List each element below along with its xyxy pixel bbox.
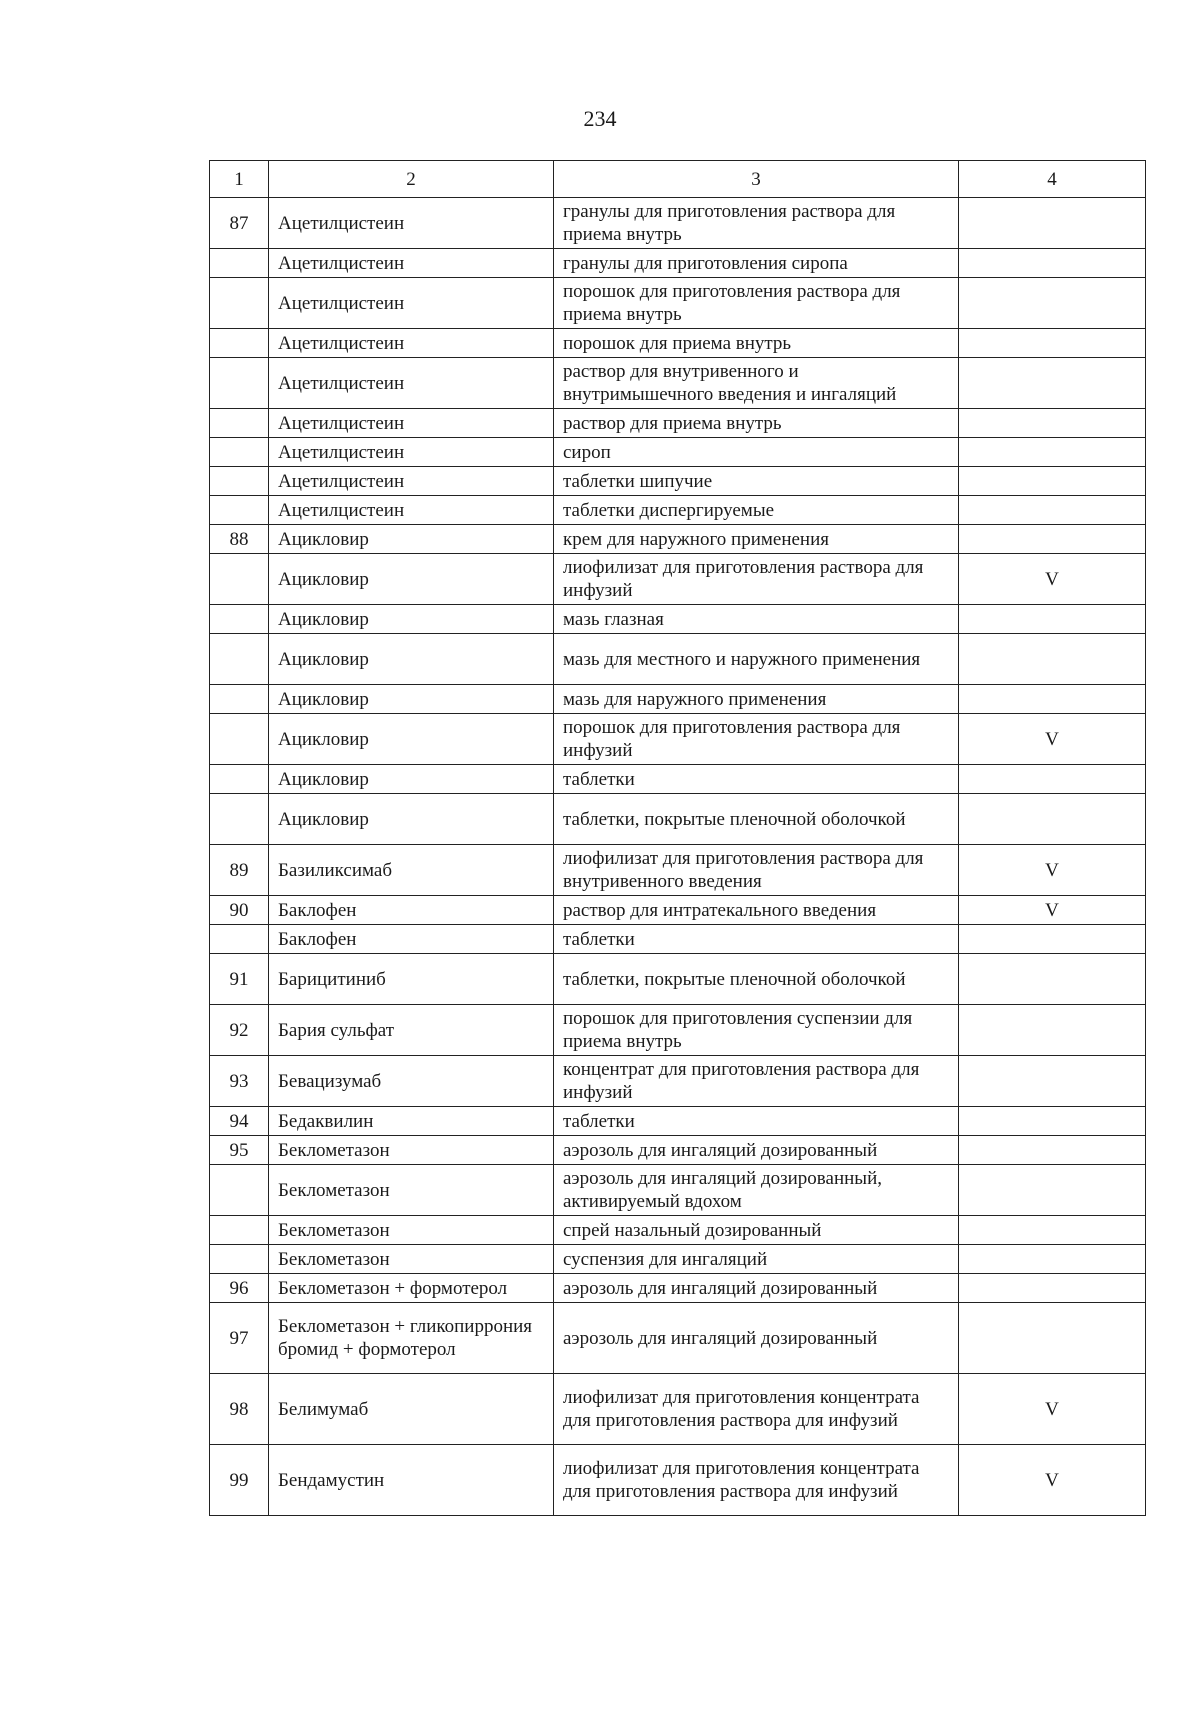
row-number: 94: [210, 1107, 269, 1136]
row-number: 98: [210, 1374, 269, 1445]
drug-name: Белимумаб: [269, 1374, 554, 1445]
table-body: [210, 198, 1146, 1516]
row-number: [210, 634, 269, 685]
dosage-form: концентрат для приготовления раствора для инфузий: [554, 1056, 959, 1107]
dosage-form: таблетки: [554, 1107, 959, 1136]
dosage-form: порошок для приготовления раствора для инфузий: [554, 714, 959, 765]
table-row: [210, 765, 1146, 794]
row-number: 89: [210, 845, 269, 896]
dosage-form: лиофилизат для приготовления концентрата для приготовления раствора для инфузий: [554, 1445, 959, 1516]
mark-cell: V: [959, 1445, 1146, 1516]
drug-name: Ацетилцистеин: [269, 198, 554, 249]
drug-name: Ацетилцистеин: [269, 467, 554, 496]
dosage-form: порошок для приготовления раствора для приема внутрь: [554, 278, 959, 329]
dosage-form: таблетки, покрытые пленочной оболочкой: [554, 794, 959, 845]
table-row: [210, 1107, 1146, 1136]
drug-name: Баклофен: [269, 925, 554, 954]
table-row: [210, 1216, 1146, 1245]
drug-name: Ацикловир: [269, 714, 554, 765]
mark-cell: [959, 278, 1146, 329]
column-header-2: 2: [269, 161, 554, 198]
table-row: [210, 278, 1146, 329]
row-number: 96: [210, 1274, 269, 1303]
column-header-1: 1: [210, 161, 269, 198]
drug-list-table: [209, 160, 1146, 1516]
mark-cell: [959, 954, 1146, 1005]
drug-name: Беклометазон + гликопиррония бромид + формотерол: [269, 1303, 554, 1374]
table-row: [210, 358, 1146, 409]
dosage-form: мазь глазная: [554, 605, 959, 634]
row-number: [210, 249, 269, 278]
mark-cell: [959, 634, 1146, 685]
dosage-form: спрей назальный дозированный: [554, 1216, 959, 1245]
table-row: [210, 1136, 1146, 1165]
mark-cell: [959, 409, 1146, 438]
row-number: [210, 409, 269, 438]
mark-cell: [959, 198, 1146, 249]
table-row: [210, 554, 1146, 605]
mark-cell: [959, 605, 1146, 634]
row-number: [210, 685, 269, 714]
row-number: [210, 496, 269, 525]
table-row: [210, 896, 1146, 925]
table-row: [210, 329, 1146, 358]
dosage-form: сироп: [554, 438, 959, 467]
drug-name: Ацетилцистеин: [269, 496, 554, 525]
mark-cell: [959, 1005, 1146, 1056]
drug-name: Ацикловир: [269, 765, 554, 794]
drug-name: Беклометазон: [269, 1165, 554, 1216]
dosage-form: гранулы для приготовления сиропа: [554, 249, 959, 278]
mark-cell: V: [959, 896, 1146, 925]
dosage-form: раствор для приема внутрь: [554, 409, 959, 438]
drug-name: Ацикловир: [269, 634, 554, 685]
dosage-form: суспензия для ингаляций: [554, 1245, 959, 1274]
dosage-form: порошок для приготовления суспензии для приема внутрь: [554, 1005, 959, 1056]
table-row: [210, 249, 1146, 278]
mark-cell: V: [959, 554, 1146, 605]
dosage-form: таблетки: [554, 925, 959, 954]
row-number: [210, 765, 269, 794]
dosage-form: таблетки шипучие: [554, 467, 959, 496]
mark-cell: [959, 1165, 1146, 1216]
dosage-form: таблетки диспергируемые: [554, 496, 959, 525]
row-number: 97: [210, 1303, 269, 1374]
mark-cell: [959, 358, 1146, 409]
table-row: [210, 525, 1146, 554]
drug-name: Беклометазон: [269, 1216, 554, 1245]
drug-name: Ацикловир: [269, 794, 554, 845]
drug-name: Ацетилцистеин: [269, 438, 554, 467]
table-row: [210, 954, 1146, 1005]
drug-name: Беклометазон: [269, 1245, 554, 1274]
table-row: [210, 605, 1146, 634]
row-number: 88: [210, 525, 269, 554]
row-number: [210, 438, 269, 467]
drug-name: Бедаквилин: [269, 1107, 554, 1136]
table-row: [210, 845, 1146, 896]
mark-cell: [959, 467, 1146, 496]
row-number: [210, 467, 269, 496]
table-row: [210, 409, 1146, 438]
mark-cell: [959, 685, 1146, 714]
row-number: 92: [210, 1005, 269, 1056]
row-number: 93: [210, 1056, 269, 1107]
drug-name: Барицитиниб: [269, 954, 554, 1005]
mark-cell: [959, 1107, 1146, 1136]
dosage-form: порошок для приема внутрь: [554, 329, 959, 358]
table-row: [210, 1274, 1146, 1303]
drug-name: Ацетилцистеин: [269, 358, 554, 409]
drug-name: Бевацизумаб: [269, 1056, 554, 1107]
dosage-form: аэрозоль для ингаляций дозированный: [554, 1303, 959, 1374]
drug-name: Ацетилцистеин: [269, 329, 554, 358]
row-number: [210, 1245, 269, 1274]
row-number: [210, 925, 269, 954]
row-number: [210, 358, 269, 409]
table-row: [210, 1245, 1146, 1274]
mark-cell: V: [959, 1374, 1146, 1445]
table-row: [210, 438, 1146, 467]
drug-name: Баклофен: [269, 896, 554, 925]
drug-name: Ацикловир: [269, 605, 554, 634]
table-row: [210, 496, 1146, 525]
drug-name: Базиликсимаб: [269, 845, 554, 896]
dosage-form: аэрозоль для ингаляций дозированный: [554, 1274, 959, 1303]
dosage-form: лиофилизат для приготовления концентрата для приготовления раствора для инфузий: [554, 1374, 959, 1445]
dosage-form: лиофилизат для приготовления раствора для инфузий: [554, 554, 959, 605]
row-number: 91: [210, 954, 269, 1005]
page-number: 234: [583, 106, 617, 131]
row-number: 87: [210, 198, 269, 249]
drug-name: Бендамустин: [269, 1445, 554, 1516]
mark-cell: [959, 438, 1146, 467]
row-number: [210, 605, 269, 634]
row-number: 90: [210, 896, 269, 925]
header-row: [210, 161, 1146, 198]
mark-cell: [959, 1274, 1146, 1303]
drug-name: Ацетилцистеин: [269, 249, 554, 278]
row-number: [210, 554, 269, 605]
table-row: [210, 714, 1146, 765]
dosage-form: аэрозоль для ингаляций дозированный, активируемый вдохом: [554, 1165, 959, 1216]
row-number: 99: [210, 1445, 269, 1516]
row-number: [210, 794, 269, 845]
drug-name: Беклометазон + формотерол: [269, 1274, 554, 1303]
mark-cell: [959, 329, 1146, 358]
dosage-form: крем для наружного применения: [554, 525, 959, 554]
table-row: [210, 1303, 1146, 1374]
dosage-form: раствор для интратекального введения: [554, 896, 959, 925]
mark-cell: [959, 1245, 1146, 1274]
table-row: [210, 1374, 1146, 1445]
drug-name: Бария сульфат: [269, 1005, 554, 1056]
drug-name: Ацикловир: [269, 685, 554, 714]
dosage-form: таблетки: [554, 765, 959, 794]
dosage-form: раствор для внутривенного и внутримышечного введения и ингаляций: [554, 358, 959, 409]
dosage-form: таблетки, покрытые пленочной оболочкой: [554, 954, 959, 1005]
row-number: 95: [210, 1136, 269, 1165]
mark-cell: [959, 1303, 1146, 1374]
mark-cell: [959, 765, 1146, 794]
mark-cell: [959, 794, 1146, 845]
row-number: [210, 329, 269, 358]
column-header-3: 3: [554, 161, 959, 198]
row-number: [210, 1216, 269, 1245]
row-number: [210, 1165, 269, 1216]
table-row: [210, 1445, 1146, 1516]
drug-name: Ацикловир: [269, 525, 554, 554]
mark-cell: V: [959, 714, 1146, 765]
dosage-form: гранулы для приготовления раствора для приема внутрь: [554, 198, 959, 249]
dosage-form: мазь для местного и наружного применения: [554, 634, 959, 685]
dosage-form: аэрозоль для ингаляций дозированный: [554, 1136, 959, 1165]
mark-cell: [959, 496, 1146, 525]
drug-name: Беклометазон: [269, 1136, 554, 1165]
mark-cell: [959, 1216, 1146, 1245]
mark-cell: [959, 525, 1146, 554]
table-row: [210, 794, 1146, 845]
table-row: [210, 925, 1146, 954]
drug-name: Ацикловир: [269, 554, 554, 605]
table-row: [210, 685, 1146, 714]
drug-name: Ацетилцистеин: [269, 409, 554, 438]
dosage-form: лиофилизат для приготовления раствора для внутривенного введения: [554, 845, 959, 896]
table-row: [210, 1056, 1146, 1107]
mark-cell: [959, 1056, 1146, 1107]
mark-cell: [959, 925, 1146, 954]
table-row: [210, 634, 1146, 685]
dosage-form: мазь для наружного применения: [554, 685, 959, 714]
mark-cell: [959, 249, 1146, 278]
table-row: [210, 1165, 1146, 1216]
row-number: [210, 278, 269, 329]
table-row: [210, 1005, 1146, 1056]
drug-name: Ацетилцистеин: [269, 278, 554, 329]
mark-cell: V: [959, 845, 1146, 896]
row-number: [210, 714, 269, 765]
table-row: [210, 198, 1146, 249]
mark-cell: [959, 1136, 1146, 1165]
column-header-4: 4: [959, 161, 1146, 198]
table-row: [210, 467, 1146, 496]
